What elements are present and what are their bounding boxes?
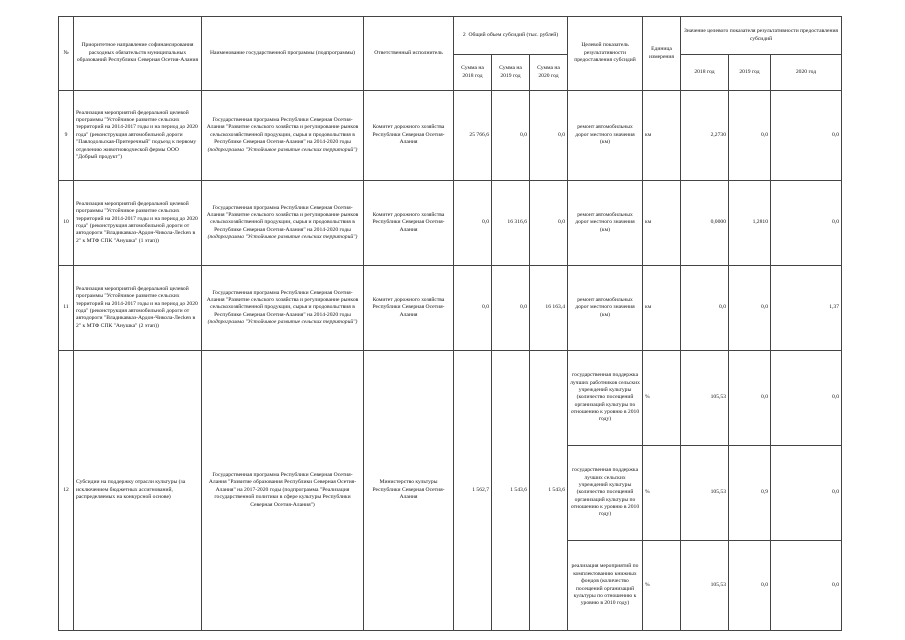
header-direction: Приоритетное направление софинансирования расходных обязательств муниципальных образований Республики Северная Осетия-Алания xyxy=(74,17,202,91)
row-direction: Реализация мероприятий федеральной целевой программы "Устойчивое развитие сельских территорий на 2014-2017 годы и на период до 2020 года" (реконструкция автомобильной дороги "Павлодольская-Притеречный" подъезд к первому отделению животноводческой фермы ООО "Добрый продукт") xyxy=(74,91,202,181)
row-value-2019: 0,0 xyxy=(729,266,771,351)
subsidy-table xyxy=(58,16,842,631)
row-value-2018: 0,0 xyxy=(681,266,729,351)
table-row xyxy=(59,351,842,446)
header-total-volume xyxy=(454,17,568,55)
subrow-indicator: государственная поддержка лучших работников сельских учреждений культуры (количество посещений организаций культуры по отношению к уровню в 2010 году) xyxy=(568,351,643,446)
row-num: 10 xyxy=(59,181,74,266)
row-indicator: ремонт автомобильных дорог местного значения (км) xyxy=(568,91,643,181)
header-sum-2018: Сумма на 2018 год xyxy=(454,55,492,91)
row-sum-2019: 1 543,6 xyxy=(492,351,530,631)
row-program: Государственная программа Республики Северная Осетия-Алания "Развитие образования Республики Северная Осетия-Алания" на 2017-2020 годы (подпрограмма "Реализация государственной политики в сфере культуры Республики Северная Осетия-Алания") xyxy=(202,351,364,631)
subrow-value-2019: 0,0 xyxy=(729,351,771,446)
header-total-volume-label: Общий объем субсидий (тыс. рублей) xyxy=(468,31,559,38)
row-executor: Комитет дорожного хозяйства Республики Северная Осетия-Алания xyxy=(364,181,454,266)
row-sum-2019: 16 316,6 xyxy=(492,181,530,266)
subrow-value-2019: 0,9 xyxy=(729,446,771,541)
row-program xyxy=(202,266,364,351)
header-unit: Единица измерения xyxy=(643,17,681,91)
row-sum-2020: 0,0 xyxy=(530,91,568,181)
row-value-2020: 0,0 xyxy=(771,91,842,181)
row-unit: км xyxy=(643,91,681,181)
subrow-indicator: государственная поддержка лучших сельских учреждений культуры (количество посещений организаций культуры по отношению к уровню в 2010 году) xyxy=(568,446,643,541)
subrow-value-2020: 0,0 xyxy=(771,446,842,541)
row-num: 12 xyxy=(59,351,74,631)
row-num: 11 xyxy=(59,266,74,351)
row-sum-2018: 25 766,6 xyxy=(454,91,492,181)
row-program-sub: (подпрограмма "Устойчивое развитие сельских территорий") xyxy=(207,319,358,326)
header-sum-2019: Сумма на 2019 год xyxy=(492,55,530,91)
row-value-2020: 1,37 xyxy=(771,266,842,351)
table-row xyxy=(59,266,842,351)
row-direction: Реализация мероприятий федеральной целевой программы "Устойчивое развитие сельских территорий на 2014-2017 годы и на период до 2020 года" (реконструкция автомобильной дороги от автодороги "Владикавказ-Ардон-Чикола-Лесken в 2" к МТФ СПК "Анушка" (1 этап)) xyxy=(74,181,202,266)
header-executor: Ответственный исполнитель xyxy=(364,17,454,91)
header-num: № xyxy=(59,17,74,91)
subrow-indicator: реализация мероприятий по комплектованию книжных фондов (количество посещений организаций культуры по отношению к уровню в 2010 году) xyxy=(568,541,643,631)
subrow-value-2019: 0,0 xyxy=(729,541,771,631)
header-year-2020: 2020 год xyxy=(771,55,842,91)
row-sum-2020: 16 163,4 xyxy=(530,266,568,351)
header-target-indicator: Целевой показатель результативности предоставления субсидий xyxy=(568,17,643,91)
row-value-2020: 0,0 xyxy=(771,181,842,266)
row-sum-2020: 0,0 xyxy=(530,181,568,266)
subrow-unit: % xyxy=(643,351,681,446)
row-program-sub: (подпрограмма "Устойчивое развитие сельских территорий") xyxy=(207,234,358,241)
subrow-unit: % xyxy=(643,541,681,631)
table-row xyxy=(59,181,842,266)
header-sum-2020: Сумма на 2020 год xyxy=(530,55,568,91)
row-unit: км xyxy=(643,181,681,266)
row-direction: Реализация мероприятий федеральной целевой программы "Устойчивое развитие сельских территорий на 2014-2017 годы и на период до 2020 года" (реконструкция автомобильной дороги от автодороги "Владикавказ-Ардон-Чикола-Лесken в 2" к МТФ СПК "Анушка" (2 этап)) xyxy=(74,266,202,351)
row-value-2018: 0,0000 xyxy=(681,181,729,266)
header-year-2019: 2019 год xyxy=(729,55,771,91)
row-direction: Субсидии на поддержку отрасли культуры (за исключением бюджетных ассигнований, распределяемых на конкурсной основе) xyxy=(74,351,202,631)
row-value-2018: 2,2730 xyxy=(681,91,729,181)
row-program-text: Государственная программа Республики Северная Осетия-Алания "Развитие сельского хозяйства и регулирование рынков сельскохозяйственной продукции, сырья и продовольствия в Республике Северная Осетия-Алания" на 2014-2020 годы xyxy=(206,117,359,146)
row-sum-2018: 1 562,7 xyxy=(454,351,492,631)
header-indicator-values: Значение целевого показателя результативности предоставления субсидий xyxy=(681,17,842,55)
row-num: 9 xyxy=(59,91,74,181)
header-row-top xyxy=(59,17,842,55)
row-executor: Комитет дорожного хозяйства Республики Северная Осетия-Алания xyxy=(364,91,454,181)
row-sum-2018: 0,0 xyxy=(454,266,492,351)
subrow-unit: % xyxy=(643,446,681,541)
row-program xyxy=(202,181,364,266)
subrow-value-2018: 105,53 xyxy=(681,351,729,446)
row-executor: Комитет дорожного хозяйства Республики Северная Осетия-Алания xyxy=(364,266,454,351)
header-year-2018: 2018 год xyxy=(681,55,729,91)
subrow-value-2018: 105,53 xyxy=(681,541,729,631)
row-program-text: Государственная программа Республики Северная Осетия-Алания "Развитие сельского хозяйства и регулирование рынков сельскохозяйственной продукции, сырья и продовольствия в Республике Северная Осетия-Алания" на 2014-2020 годы xyxy=(206,289,359,318)
row-program xyxy=(202,91,364,181)
row-executor: Министерство культуры Республики Северная Осетия-Алания xyxy=(364,351,454,631)
header-program: Наименование государственной программы (подпрограммы) xyxy=(202,17,364,91)
subrow-value-2020: 0,0 xyxy=(771,351,842,446)
row-indicator: ремонт автомобильных дорог местного значения (км) xyxy=(568,181,643,266)
row-sum-2019: 0,0 xyxy=(492,266,530,351)
row-value-2019: 0,0 xyxy=(729,91,771,181)
subrow-value-2020: 0,0 xyxy=(771,541,842,631)
row-indicator: ремонт автомобильных дорог местного значения (км) xyxy=(568,266,643,351)
header-total-volume-prefix: 2 xyxy=(462,31,466,38)
subrow-value-2018: 105,53 xyxy=(681,446,729,541)
row-unit: км xyxy=(643,266,681,351)
row-sum-2019: 0,0 xyxy=(492,91,530,181)
row-program-text: Государственная программа Республики Северная Осетия-Алания "Развитие сельского хозяйства и регулирование рынков сельскохозяйственной продукции, сырья и продовольствия в Республике Северная Осетия-Алания" на 2014-2020 годы xyxy=(206,204,359,233)
table-row xyxy=(59,91,842,181)
row-value-2019: 1,2810 xyxy=(729,181,771,266)
row-program-sub: (подпрограмма "Устойчивое развитие сельских территорий") xyxy=(207,146,358,153)
row-sum-2018: 0,0 xyxy=(454,181,492,266)
row-sum-2020: 1 543,6 xyxy=(530,351,568,631)
